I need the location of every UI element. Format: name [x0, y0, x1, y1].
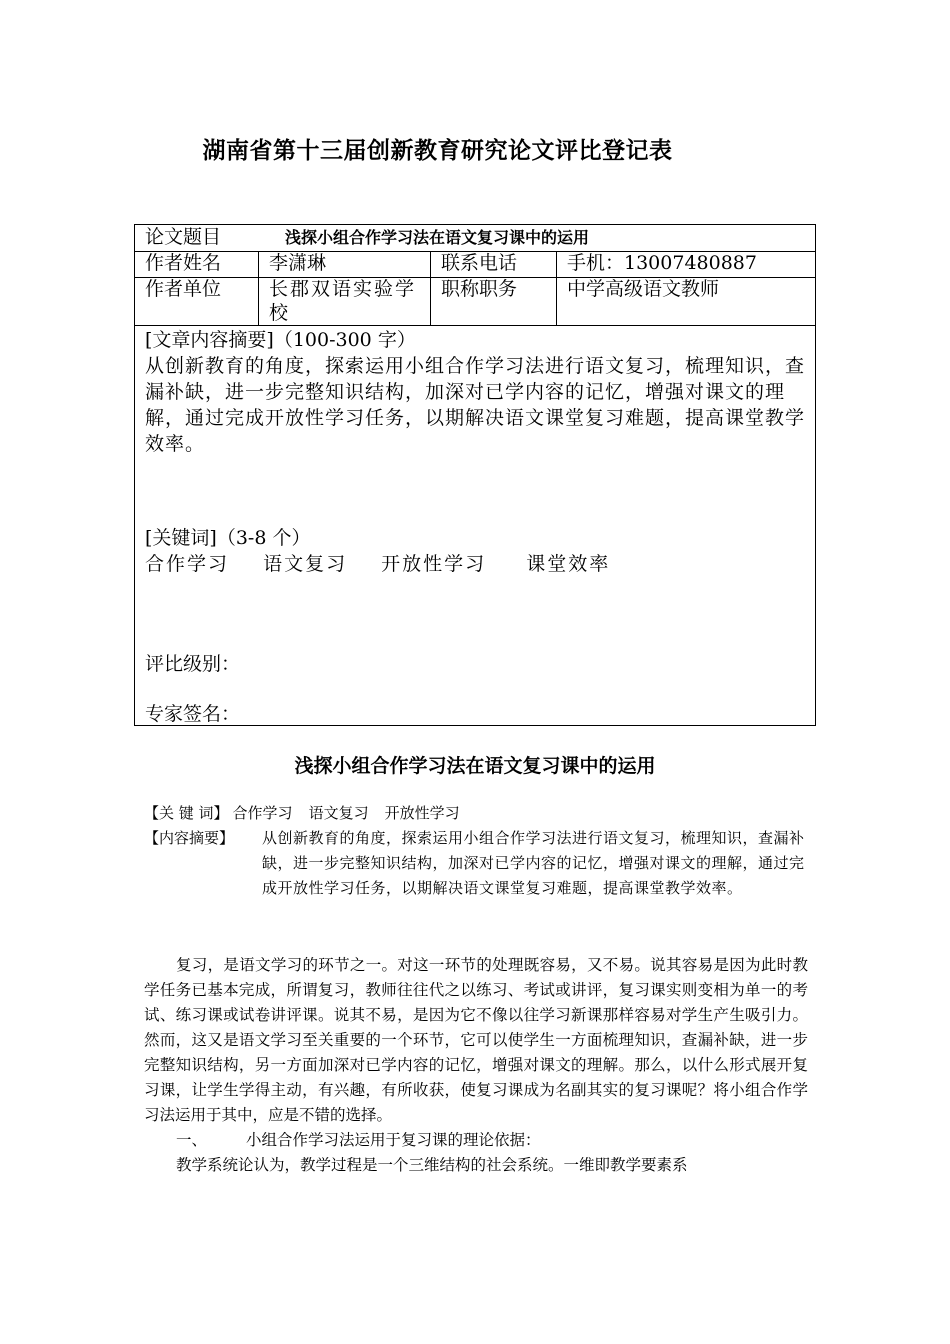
position-label: 职称职务 [431, 277, 557, 325]
form-row-title [135, 225, 815, 252]
paper-keywords [144, 801, 476, 825]
title-label: 论文题目 [145, 226, 222, 248]
keyword-item: 课堂效率 [526, 553, 611, 575]
paper-body [144, 953, 808, 1178]
paper-keyword: 开放性学习 [384, 804, 460, 822]
signature-label: 专家签名： [145, 703, 241, 725]
keyword-item: 合作学习 [145, 553, 230, 575]
paper-keyword: 合作学习 [232, 804, 293, 822]
abstract-tag: 【内容摘要】 [144, 829, 235, 847]
unit-value: 长郡双语实验学校 [259, 277, 431, 325]
keywords-list [145, 551, 805, 577]
section-heading [144, 1128, 808, 1153]
body-paragraph: 教学系统论认为，教学过程是一个三维结构的社会系统。一维即教学要素系 [176, 1156, 688, 1174]
section-number: 一、 [176, 1131, 208, 1149]
paper-title: 浅探小组合作学习法在语文复习课中的运用 [294, 755, 656, 777]
phone-label: 联系电话 [431, 251, 557, 277]
keyword-item: 开放性学习 [381, 553, 487, 575]
form-row-author [135, 251, 815, 278]
registration-form [134, 224, 816, 726]
paper-keyword: 语文复习 [308, 804, 369, 822]
abstract-label: [文章内容摘要]（100-300 字） [145, 329, 416, 351]
author-name-value: 李潇琳 [259, 251, 431, 277]
form-row-unit [135, 277, 815, 326]
title-value: 浅探小组合作学习法在语文复习课中的运用 [285, 228, 590, 247]
abstract-text: 从创新教育的角度，探索运用小组合作学习法进行语文复习，梳理知识，查漏补缺，进一步完整知识结构，加深对已学内容的记忆，增强对课文的理解，通过完成开放性学习任务，以期解决语文课堂复习难题，提高课堂教学效率。 [145, 355, 806, 455]
author-name-label: 作者姓名 [135, 251, 259, 277]
body-paragraph: 复习，是语文学习的环节之一。对这一环节的处理既容易，又不易。说其容易是因为此时教学任务已基本完成，所谓复习，教师往往代之以练习、考试或讲评，复习课实则变相为单一的考试、练习课或试卷讲评课。说其不易，是因为它不像以往学习新课那样容易对学生产生吸引力。然而，这又是语文学习至关重要的一个环节，它可以使学生一方面梳理知识，查漏补缺，进一步完整知识结构，另一方面加深对已学内容的记忆，增强对课文的理解。那么，以什么形式展开复习课，让学生学得主动，有兴趣，有所收获，使复习课成为名副其实的复习课呢？将小组合作学习法运用于其中，应是不错的选择。 [144, 956, 808, 1124]
unit-label: 作者单位 [135, 277, 259, 325]
grade-label: 评比级别： [145, 653, 241, 675]
form-abstract-section [145, 327, 805, 457]
keywords-tag: 【关 键 词】 [144, 804, 229, 822]
form-keywords-section [145, 525, 805, 577]
keywords-label: [关键词]（3-8 个） [145, 527, 311, 549]
phone-value: 手机：13007480887 [567, 252, 757, 274]
section-heading-text: 小组合作学习法运用于复习课的理论依据： [246, 1131, 541, 1149]
keyword-item: 语文复习 [263, 553, 348, 575]
page-title: 湖南省第十三届创新教育研究论文评比登记表 [202, 138, 673, 164]
position-value: 中学高级语文教师 [567, 278, 720, 300]
paper-abstract-text: 从创新教育的角度，探索运用小组合作学习法进行语文复习，梳理知识，查漏补缺，进一步完整知识结构，加深对已学内容的记忆，增强对课文的理解，通过完成开放性学习任务，以期解决语文课堂复习难题，提高课堂教学效率。 [262, 829, 805, 897]
